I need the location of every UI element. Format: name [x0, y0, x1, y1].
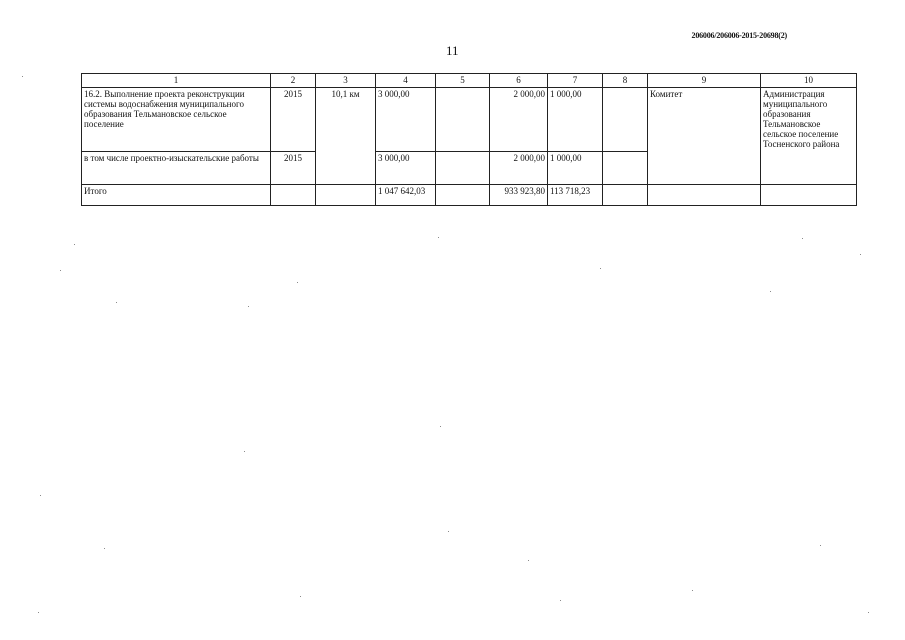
capacity-cell: 10,1 км: [316, 88, 376, 185]
executor-cell: [648, 185, 761, 206]
value-cell: 113 718,23: [548, 185, 603, 206]
customer-cell: [761, 185, 857, 206]
column-header: 4: [376, 74, 436, 88]
scan-speck: [244, 451, 245, 452]
scan-speck: [297, 282, 298, 283]
capacity-cell: [316, 185, 376, 206]
value-cell: 2 000,00: [490, 88, 548, 152]
value-cell: 1 000,00: [548, 152, 603, 185]
total-cell: 1 047 642,03: [376, 185, 436, 206]
scan-speck: [560, 600, 561, 601]
value-cell: 933 923,80: [490, 185, 548, 206]
scan-speck: [438, 237, 439, 238]
scan-speck: [820, 545, 821, 546]
value-cell: 1 000,00: [548, 88, 603, 152]
scan-speck: [22, 76, 23, 77]
year-cell: [271, 185, 316, 206]
value-cell: 2 000,00: [490, 152, 548, 185]
scan-speck: [38, 612, 39, 613]
total-cell: 3 000,00: [376, 88, 436, 152]
scan-speck: [60, 270, 61, 271]
customer-cell: Администрация муниципального образования Тельмановское сельское поселение Тосненского района: [761, 88, 857, 185]
column-header: 10: [761, 74, 857, 88]
value-cell: [436, 185, 490, 206]
scan-speck: [40, 495, 41, 496]
scan-speck: [440, 426, 441, 427]
table-header-row: [82, 74, 857, 88]
column-header: 2: [271, 74, 316, 88]
scan-speck: [300, 596, 301, 597]
column-header: 8: [603, 74, 648, 88]
column-header: 6: [490, 74, 548, 88]
budget-table: [81, 73, 857, 206]
column-header: 9: [648, 74, 761, 88]
total-label-cell: Итого: [82, 185, 271, 206]
year-cell: 2015: [271, 152, 316, 185]
scan-speck: [692, 590, 693, 591]
scan-speck: [528, 560, 529, 561]
value-cell: [436, 152, 490, 185]
value-cell: [603, 152, 648, 185]
activity-name-cell: в том числе проектно-изыскательские работы: [82, 152, 271, 185]
column-header: 3: [316, 74, 376, 88]
executor-cell: Комитет: [648, 88, 761, 185]
document-id: 206006/206006-2015-20698(2): [691, 31, 787, 40]
value-cell: [603, 88, 648, 152]
scan-speck: [74, 244, 75, 245]
column-header: 5: [436, 74, 490, 88]
table-row-total: [82, 185, 857, 206]
column-header: 1: [82, 74, 271, 88]
value-cell: [436, 88, 490, 152]
table-row: [82, 88, 857, 152]
value-cell: [603, 185, 648, 206]
scan-speck: [600, 268, 601, 269]
scan-speck: [248, 306, 249, 307]
scan-speck: [448, 531, 449, 532]
scan-speck: [868, 612, 869, 613]
page-number: 11: [446, 43, 459, 58]
total-cell: 3 000,00: [376, 152, 436, 185]
year-cell: 2015: [271, 88, 316, 152]
activity-name-cell: 16.2. Выполнение проекта реконструкции системы водоснабжения муниципального образования Тельмановское сельское поселение: [82, 88, 271, 152]
scan-speck: [770, 291, 771, 292]
column-header: 7: [548, 74, 603, 88]
scan-speck: [860, 254, 861, 255]
scan-speck: [802, 238, 803, 239]
scan-speck: [116, 302, 117, 303]
scan-speck: [104, 548, 105, 549]
